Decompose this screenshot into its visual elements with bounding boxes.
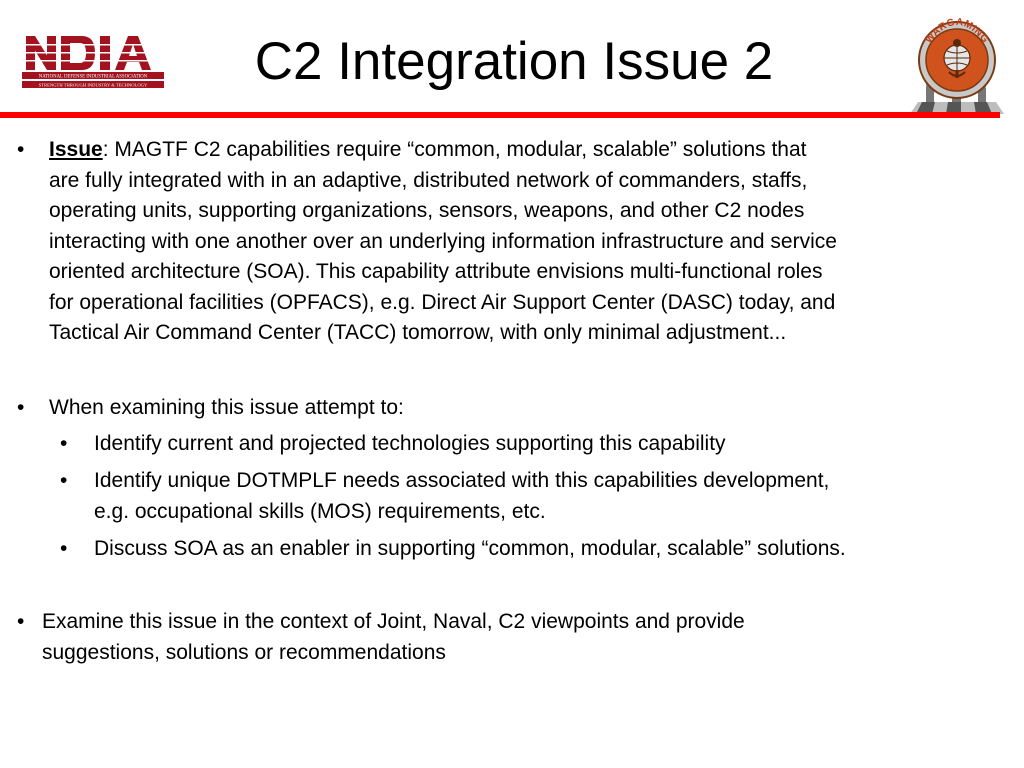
bullet-line: Examine this issue in the context of Joint, Naval, C2 viewpoints and provide <box>42 610 745 633</box>
bullet-marker: • <box>17 396 25 419</box>
bullet-line: for operational facilities (OPFACS), e.g. Direct Air Support Center (DASC) today, and <box>49 290 836 314</box>
bullet-line: suggestions, solutions or recommendations <box>42 640 446 664</box>
bullet-line: interacting with one another over an underlying information infrastructure and service <box>49 229 837 253</box>
bullet-line: Tactical Air Command Center (TACC) tomorrow, with only minimal adjustment... <box>49 321 787 344</box>
sub-bullet-marker: • <box>60 537 68 560</box>
bullet-examine-intro: When examining this issue attempt to: <box>49 396 404 419</box>
sub-bullet-technologies <box>94 429 1019 460</box>
sub-bullet-marker: • <box>60 432 68 455</box>
bullet-issue <box>49 135 1019 349</box>
sub-bullet-soa <box>94 534 1019 565</box>
svg-text:STRENGTH THROUGH INDUSTRY & TE: STRENGTH THROUGH INDUSTRY & TECHNOLOGY <box>38 82 148 88</box>
bullet-line: e.g. occupational skills (MOS) requirements, etc. <box>94 499 546 523</box>
bullet-line <box>49 135 1019 166</box>
bullet-examine-context <box>42 607 1012 668</box>
bullet-line: Identify current and projected technologies supporting this capability <box>94 432 726 455</box>
svg-text:NATIONAL DEFENSE INDUSTRIAL AS: NATIONAL DEFENSE INDUSTRIAL ASSOCIATION <box>38 74 148 80</box>
svg-text:WARGAMING: WARGAMING <box>923 16 991 46</box>
bullet-line: operating units, supporting organizations, sensors, weapons, and other C2 nodes <box>49 199 805 222</box>
bullet-marker: • <box>17 138 25 161</box>
slide-title: C2 Integration Issue 2 <box>254 32 774 91</box>
bullet-line: oriented architecture (SOA). This capability attribute envisions multi-functional roles <box>49 260 823 283</box>
bullet-line-text: : MAGTF C2 capabilities require “common, modular, scalable” solutions that <box>102 138 807 161</box>
bullet-marker: • <box>17 610 25 633</box>
issue-label: Issue <box>49 138 103 161</box>
sub-bullet-marker: • <box>60 469 68 492</box>
sub-bullet-dotmplf <box>94 466 1019 527</box>
bullet-line: are fully integrated with in an adaptive, distributed network of commanders, staffs, <box>49 168 808 192</box>
bullet-line: Identify unique DOTMPLF needs associated with this capabilities development, <box>94 469 830 492</box>
bullet-line: Discuss SOA as an enabler in supporting “common, modular, scalable” solutions. <box>94 537 846 560</box>
